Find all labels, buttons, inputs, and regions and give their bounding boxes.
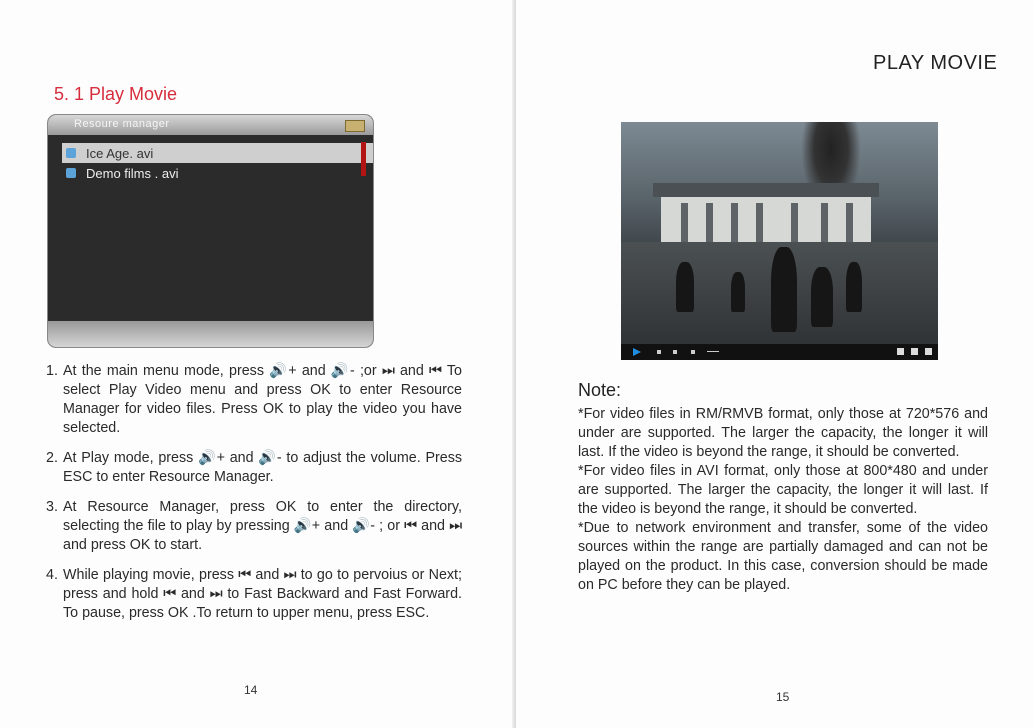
step-item: 3. At Resource Manager, press OK to enter the directory, selecting the file to play by pressing 🔊+ and 🔊- ; or ⏮ and ⏭ and press OK to start. — [46, 499, 462, 553]
file-list — [62, 143, 373, 183]
volume-bar — [707, 351, 719, 352]
figure-shape — [771, 247, 797, 332]
figure-shape — [846, 262, 862, 312]
prev-icon — [657, 350, 661, 354]
file-icon — [66, 168, 76, 178]
figure-shape — [676, 262, 694, 312]
notes — [578, 405, 988, 595]
figure-shape — [731, 272, 745, 312]
screenshot-title-bar — [48, 115, 373, 135]
page-header: PLAY MOVIE — [873, 52, 998, 74]
option-icon — [911, 348, 918, 355]
file-item — [62, 143, 373, 163]
settings-icon — [925, 348, 932, 355]
left-page — [0, 0, 516, 728]
file-icon — [66, 148, 76, 158]
page-number-right: 15 — [776, 690, 790, 704]
player-controls — [621, 344, 938, 360]
instruction-steps — [46, 362, 462, 634]
file-name: Demo films . avi — [86, 165, 179, 181]
movie-screenshot — [621, 122, 938, 360]
note-paragraph: *Due to network environment and transfer, some of the video sources within the range are partially damaged and can not be played on the product. In this case, conversion should be made on PC before they can be played. — [578, 520, 988, 593]
play-icon — [633, 348, 641, 356]
resource-manager-screenshot — [48, 115, 373, 347]
file-name: Ice Age. avi — [86, 145, 154, 161]
note-paragraph: *For video files in AVI format, only those at 800*480 and under are supported. The larger the capacity, the longer it will last. If the video is beyond the range, it should be converted. — [578, 463, 988, 517]
mode-icon — [897, 348, 904, 355]
screenshot-footer — [48, 321, 373, 347]
note-paragraph: *For video files in RM/RMVB format, only those at 720*576 and under are supported. The larger the capacity, the longer it will last. If the video is beyond the range, it should be converted. — [578, 406, 988, 460]
battery-icon — [345, 120, 365, 132]
volume-icon — [691, 350, 695, 354]
next-icon — [673, 350, 677, 354]
figure-shape — [811, 267, 833, 327]
page-number-left: 14 — [244, 683, 258, 697]
right-page — [516, 0, 1033, 728]
step-item: 1. At the main menu mode, press 🔊+ and 🔊- ;or ⏭ and ⏮ To select Play Video menu and press OK to enter Resource Manager for video files. Press OK to play the video you have selected. — [46, 363, 462, 436]
file-item — [62, 163, 373, 183]
screenshot-title: Resoure manager — [74, 118, 170, 130]
scrollbar-indicator — [361, 142, 366, 176]
step-item: 2. At Play mode, press 🔊+ and 🔊- to adjust the volume. Press ESC to enter Resource Manager. — [46, 450, 462, 485]
note-title: Note: — [578, 380, 622, 400]
step-item: 4. While playing movie, press ⏮ and ⏭ to go to pervoius or Next; press and hold ⏮ and ⏭ to Fast Backward and Fast Forward. To pause, press OK .To return to upper menu, press ESC. — [46, 567, 462, 621]
section-title: 5. 1 Play Movie — [54, 84, 178, 104]
